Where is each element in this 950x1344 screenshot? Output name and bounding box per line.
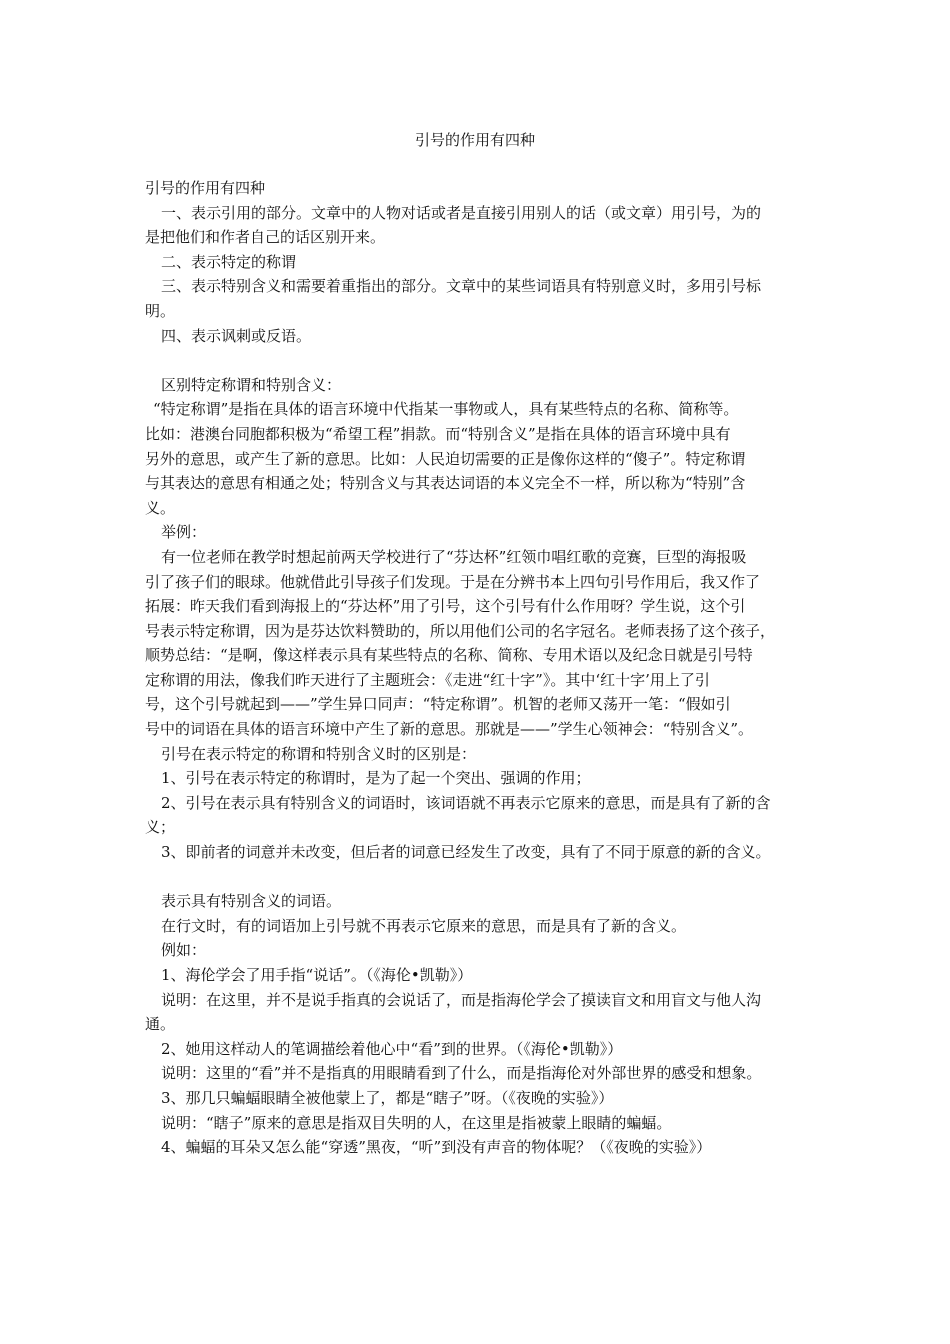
text-line: 号表示特定称谓，因为是芬达饮料赞助的，所以用他们公司的名字冠名。老师表扬了这个孩子，	[145, 621, 776, 640]
text-line: 有一位老师在教学时想起前两天学校进行了“芬达杯”红领巾唱红歌的竞赛，巨型的海报吸	[161, 547, 747, 566]
text-line: 区别特定称谓和特别含义：	[161, 375, 342, 394]
text-line: 说明：这里的“看”并不是指真的用眼睛看到了什么，而是指海伦对外部世界的感受和想象。	[161, 1064, 762, 1083]
text-line: 例如：	[161, 941, 207, 960]
text-line: 2、引号在表示具有特别含义的词语时，该词语就不再表示它原来的意思，而是具有了新的含	[161, 793, 771, 812]
text-line: 明。	[145, 301, 176, 320]
text-line: 在行文时，有的词语加上引号就不再表示它原来的意思，而是具有了新的含义。	[161, 916, 687, 935]
text-line: 义；	[145, 818, 176, 837]
document-body	[145, 176, 815, 1160]
text-line: 顺势总结：“是啊，像这样表示具有某些特点的名称、简称、专用术语以及纪念日就是引号特	[145, 646, 753, 665]
blank-line	[145, 348, 815, 373]
text-line: 引了孩子们的眼球。他就借此引导孩子们发现。于是在分辨书本上四句引号作用后，我又作了	[145, 572, 761, 591]
text-line: 引号在表示特定的称谓和特别含义时的区别是：	[161, 744, 477, 763]
text-line: 举例：	[161, 523, 207, 542]
text-line: 说明：“瞎子”原来的意思是指双目失明的人，在这里是指被蒙上眼睛的蝙蝠。	[161, 1113, 672, 1132]
text-line: 4、蝙蝠的耳朵又怎么能“穿透”黑夜，“听”到没有声音的物体呢？（《夜晚的实验》）	[161, 1138, 712, 1157]
text-line: 3、那几只蝙蝠眼睛全被他蒙上了，都是“瞎子”呀。（《夜晚的实验》）	[161, 1088, 614, 1107]
text-line: 一、表示引用的部分。文章中的人物对话或者是直接引用别人的话（或文章）用引号，为的	[161, 203, 762, 222]
text-line: 定称谓的用法，像我们昨天进行了主题班会：《走进“红十字”》。其中‘红十字’用上了引	[145, 670, 710, 689]
text-line: 比如：港澳台同胞都积极为“希望工程”捐款。而“特别含义”是指在具体的语言环境中具有	[145, 424, 731, 443]
text-line: 引号的作用有四种	[145, 179, 266, 197]
text-line: 与其表达的意思有相通之处；特别含义与其表达词语的本义完全不一样，所以称为“特别”含	[145, 474, 746, 493]
text-line: 三、表示特别含义和需要着重指出的部分。文章中的某些词语具有特别意义时，多用引号标	[161, 277, 762, 296]
text-line: 号中的词语在具体的语言环境中产生了新的意思。那就是——”学生心领神会：“特别含义”。	[145, 720, 754, 739]
text-line: 义。	[145, 498, 176, 517]
text-line: 是把他们和作者自己的话区别开来。	[145, 228, 386, 247]
text-line: 号，这个引号就起到——”学生异口同声：“特定称谓”。机智的老师又荡开一笔：“假如引	[145, 695, 731, 714]
text-line: 通。	[145, 1015, 176, 1034]
text-line: 二、表示特定的称谓	[161, 252, 297, 271]
text-line: 1、引号在表示特定的称谓时，是为了起一个突出、强调的作用；	[161, 769, 591, 788]
text-line: 3、即前者的词意并未改变，但后者的词意已经发生了改变，具有了不同于原意的新的含义。	[161, 843, 771, 862]
text-line: 2、她用这样动人的笔调描绘着他心中“看”到的世界。（《海伦•凯勒》）	[161, 1039, 623, 1058]
text-line: 1、海伦学会了用手指“说话”。（《海伦•凯勒》）	[161, 966, 473, 984]
text-line: 说明：在这里，并不是说手指真的会说话了，而是指海伦学会了摸读盲文和用盲文与他人沟	[161, 990, 762, 1009]
blank-line	[145, 865, 815, 890]
text-line: 另外的意思，或产生了新的意思。比如：人民迫切需要的正是像你这样的“傻子”。特定称谓	[145, 449, 746, 468]
text-line: 表示具有特别含义的词语。	[161, 892, 342, 911]
document-title: 引号的作用有四种	[414, 131, 535, 149]
text-line: 拓展：昨天我们看到海报上的“芬达杯”用了引号，这个引号有什么作用呀？学生说，这个引	[145, 597, 746, 616]
text-line: 四、表示讽刺或反语。	[161, 326, 312, 345]
text-line: “特定称谓”是指在具体的语言环境中代指某一事物或人，具有某些特点的名称、简称等。	[153, 400, 739, 419]
